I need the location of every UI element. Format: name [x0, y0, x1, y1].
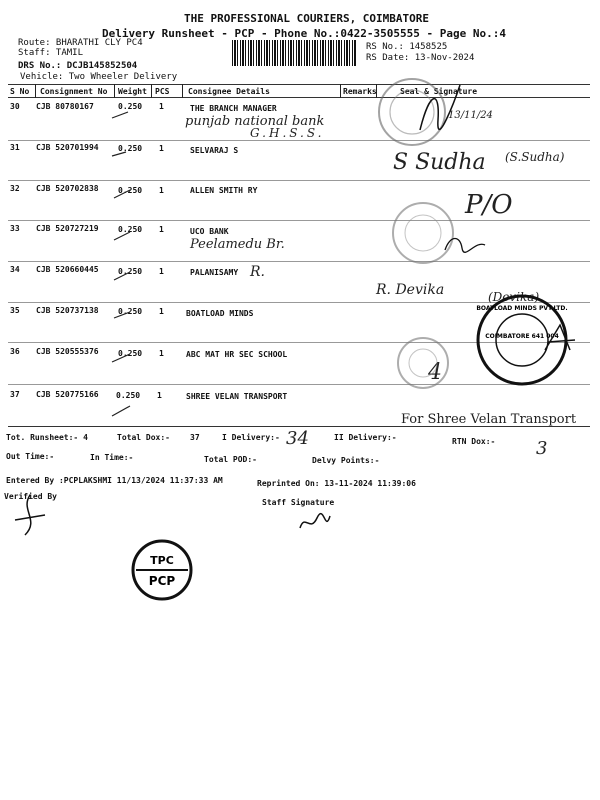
staff: Staff: TAMIL	[18, 48, 84, 58]
row-weight: 0.250	[118, 102, 143, 111]
verified-by-label: Verified By	[4, 492, 57, 501]
runsheet-title: Delivery Runsheet - PCP - Phone No.:0422-3505555 - Page No.:4	[102, 27, 506, 40]
row-pcs: 1	[159, 267, 164, 276]
row-consignee: UCO BANK	[190, 227, 229, 236]
total-pod: Total POD:-	[204, 455, 257, 464]
delivery-points: Delvy Points:-	[312, 456, 380, 465]
company-name: THE PROFESSIONAL COURIERS, COIMBATORE	[184, 12, 430, 25]
row-weight: 0.250	[118, 267, 143, 276]
stamp-city: COIMBATORE 641 004	[485, 333, 559, 340]
row-consignee: ALLEN SMITH RY	[190, 186, 258, 195]
row-consignment: CJB 80780167	[36, 102, 94, 111]
divider	[8, 97, 590, 98]
handwritten-po: P/O	[465, 190, 513, 220]
row-sno: 35	[10, 306, 20, 315]
row-consignment: CJB 520775166	[36, 390, 99, 399]
handwritten-rtn: 3	[536, 438, 548, 459]
drs-number: DRS No.: DCJB145852504	[18, 61, 138, 71]
row-pcs: 1	[157, 391, 162, 400]
row-weight: 0.250	[118, 349, 143, 358]
handwritten-date: 13/11/24	[448, 110, 493, 121]
row-sno: 36	[10, 347, 20, 356]
divider	[182, 84, 183, 98]
row-consignment: CJB 520701994	[36, 143, 99, 152]
row-sno: 32	[10, 184, 20, 193]
row-sno: 30	[10, 102, 20, 111]
verifier-signature	[10, 490, 50, 540]
reprinted-on: Reprinted On: 13-11-2024 11:39:06	[257, 479, 416, 488]
divider	[114, 84, 115, 98]
pcp-stamp	[130, 538, 194, 602]
vehicle: Vehicle: Two Wheeler Delivery	[20, 72, 178, 82]
col-seal: Seal & Signature	[400, 87, 478, 96]
rs-date: RS Date: 13-Nov-2024	[366, 53, 475, 63]
row-pcs: 1	[159, 186, 164, 195]
row-sno: 34	[10, 265, 20, 274]
row-pcs: 1	[159, 349, 164, 358]
row-pcs: 1	[159, 225, 164, 234]
table-row	[0, 100, 600, 140]
row-consignment: CJB 520702838	[36, 184, 99, 193]
handwritten-name: (Devika)	[488, 290, 540, 304]
handwritten-delivered: 34	[286, 428, 309, 449]
signature	[540, 320, 580, 360]
row-pcs: 1	[159, 102, 164, 111]
round-stamp	[395, 335, 451, 391]
signature	[440, 230, 490, 260]
row-consignee: SHREE VELAN TRANSPORT	[186, 392, 288, 401]
signature	[410, 80, 470, 140]
total-runsheet: Tot. Runsheet:- 4	[6, 433, 88, 442]
row-sno: 33	[10, 224, 20, 233]
staff-signature	[295, 508, 335, 538]
tick-marks	[100, 100, 143, 430]
entered-by: Entered By :PCPLAKSHMI 11/13/2024 11:37:33 AM	[6, 476, 223, 485]
row-weight: 0.250	[118, 144, 143, 153]
row-consignee: ABC MAT HR SEC SCHOOL	[186, 350, 288, 359]
row-consignment: CJB 520737138	[36, 306, 99, 315]
out-time: Out Time:-	[6, 452, 55, 461]
rs-number: RS No.: 1458525	[366, 42, 448, 52]
total-dox-value: 37	[190, 433, 200, 442]
handwritten-note: G.H.S.S.	[250, 126, 325, 140]
row-consignment: CJB 520727219	[36, 224, 99, 233]
handwritten-note: punjab national bank	[185, 114, 325, 129]
stamp-company: BOATLOAD MINDS PVT.LTD.	[476, 305, 568, 312]
barcode	[232, 40, 356, 66]
row-consignee: SELVARAJ S	[190, 146, 239, 155]
row-consignment: CJB 520555376	[36, 347, 99, 356]
row-sno: 31	[10, 143, 20, 152]
col-weight: Weight	[118, 87, 147, 96]
handwritten-note: R.	[250, 264, 265, 280]
handwritten-note: Peelamedu Br.	[190, 237, 285, 252]
staff-signature-label: Staff Signature	[262, 498, 335, 507]
row-consignee: BOATLOAD MINDS	[186, 309, 254, 318]
i-delivery: I Delivery:-	[222, 433, 280, 442]
col-sno: S No	[10, 87, 30, 96]
company-seal-text: For Shree Velan Transport	[401, 412, 577, 427]
total-dox-label: Total Dox:-	[117, 433, 170, 442]
in-time: In Time:-	[90, 453, 134, 462]
table-row	[0, 221, 600, 261]
row-weight: 0.250	[118, 186, 143, 195]
row-sno: 37	[10, 390, 20, 399]
row-weight: 0.250	[118, 307, 143, 316]
divider	[340, 84, 341, 98]
stamp-tpc: TPC	[150, 554, 174, 567]
col-consignee: Consignee Details	[188, 87, 270, 96]
divider	[35, 84, 36, 98]
ii-delivery: II Delivery:-	[334, 433, 397, 442]
col-consignment: Consignment No	[40, 87, 108, 96]
row-weight: 0.250	[116, 391, 141, 400]
row-pcs: 1	[159, 144, 164, 153]
row-consignee: THE BRANCH MANAGER	[190, 104, 277, 113]
stamp-pcp: PCP	[148, 574, 176, 588]
handwritten-count: 4	[428, 360, 442, 385]
handwritten-signature: R. Devika	[376, 282, 445, 298]
row-consignment: CJB 520660445	[36, 265, 99, 274]
col-remarks: Remarks	[343, 87, 377, 96]
divider	[151, 84, 152, 98]
divider	[8, 84, 590, 85]
handwritten-signature: S Sudha	[393, 150, 486, 175]
row-consignee: PALANISAMY	[190, 268, 239, 277]
route: Route: BHARATHI CLY PC4	[18, 38, 143, 48]
row-pcs: 1	[159, 307, 164, 316]
handwritten-name: (S.Sudha)	[505, 150, 565, 164]
col-pcs: PCS	[155, 87, 170, 96]
rtn-dox: RTN Dox:-	[452, 437, 496, 446]
row-weight: 0.250	[118, 225, 143, 234]
